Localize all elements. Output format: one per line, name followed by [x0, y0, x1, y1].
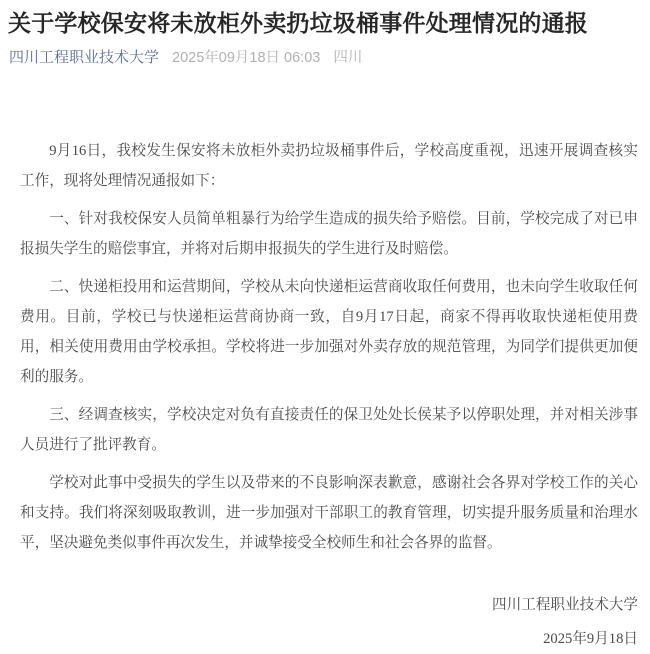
paragraph-item-2: 二、快递柜投用和运营期间，学校从未向快递柜运营商收取任何费用，也未向学生收取任何费用。目前，学校已与快递柜运营商协商一致，自9月17日起，商家不得再收取快递柜使用费用，相关使用费用由学校承担。学校将进一步加强对外卖存放的规范管理，为同学们提供更加便利的服务。: [20, 279, 638, 385]
publish-location: 四川: [333, 50, 363, 66]
paragraph-intro: 9月16日，我校发生保安将未放柜外卖扔垃圾桶事件后，学校高度重视，迅速开展调查核实工作，现将处理情况通报如下：: [20, 143, 638, 189]
signature-organization: 四川工程职业技术大学: [492, 597, 638, 613]
paragraph-item-3: 三、经调查核实，学校决定对负有直接责任的保卫处处长侯某予以停职处理，并对相关涉事人员进行了批评教育。: [20, 407, 638, 453]
page-title: 关于学校保安将未放柜外卖扔垃圾桶事件处理情况的通报: [8, 10, 588, 36]
article-meta: [9, 49, 642, 67]
signature-date: 2025年9月18日: [543, 631, 638, 647]
notice-document: [20, 136, 638, 654]
source-name-link[interactable]: 四川工程职业技术大学: [9, 49, 160, 66]
paragraph-item-1: 一、针对我校保安人员简单粗暴行为给学生造成的损失给予赔偿。目前，学校完成了对已申报损失学生的赔偿事宜，并将对后期申报损失的学生进行及时赔偿。: [20, 211, 638, 257]
paragraph-apology: 学校对此事中受损失的学生以及带来的不良影响深表歉意，感谢社会各界对学校工作的关心和支持。我们将深刻吸取教训，进一步加强对干部职工的教育管理，切实提升服务质量和治理水平，坚决避免类似事件再次发生，并诚挚接受全校师生和社会各界的监督。: [20, 475, 638, 551]
publish-timestamp: 2025年09月18日 06:03: [172, 50, 321, 66]
